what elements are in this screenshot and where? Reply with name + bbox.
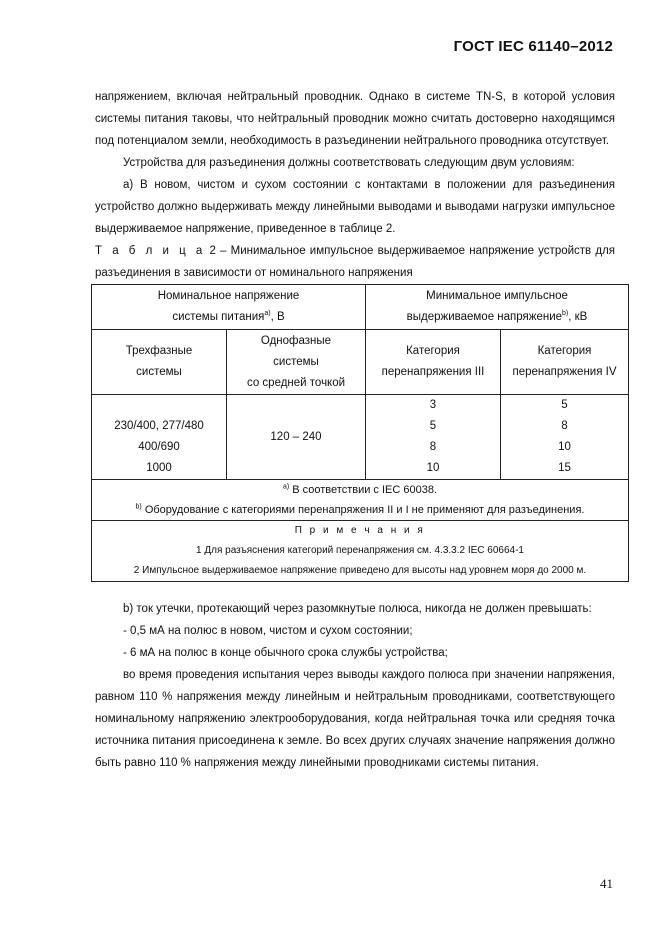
data-category-3-col — [366, 395, 501, 480]
table-cell: 5 — [561, 399, 568, 411]
paragraph-continuation: напряжением, включая нейтральный проводник. Однако в системе TN-S, в которой условия системы питания таковы, что нейтральный проводник можно считать достоверно находящимся под потенциалом земли, необходимость в разъединении нейтрального проводника отсутствует. — [95, 91, 615, 147]
note-1: 1 Для разъяснения категорий перенапряжения см. 4.3.3.2 IEC 60664-1 — [196, 545, 524, 556]
note-2: 2 Импульсное выдерживаемое напряжение приведено для высоты над уровнем моря до 2000 м. — [133, 565, 587, 576]
header-nominal-line2: системы питания — [172, 311, 265, 323]
table-cell: 3 — [429, 399, 437, 411]
table-cell: 10 — [426, 462, 440, 474]
table-cell: 15 — [558, 462, 571, 474]
notes-title: П р и м е ч а н и я — [294, 525, 426, 536]
header-impulse-line1: Минимальное импульсное — [426, 290, 568, 302]
table-notes-row — [92, 521, 629, 582]
footnote-a-mark: a) — [282, 483, 290, 491]
data-single-phase-col — [227, 395, 366, 480]
table-caption-label: Т а б л и ц а — [95, 245, 206, 257]
table-cell: 120 – 240 — [270, 430, 322, 443]
footnote-ref-b: b) — [562, 310, 569, 318]
table-header-row — [92, 285, 629, 330]
table-cell: 10 — [558, 441, 571, 453]
table-notes — [92, 521, 629, 582]
table-footnotes — [92, 480, 629, 521]
footnote-b-mark: b) — [135, 503, 142, 511]
table-caption-text: – Минимальное импульсное выдерживаемое напряжение устройств для разъединения в зависимости от номинального напряжения — [95, 245, 616, 279]
footnote-a — [96, 480, 624, 500]
table-caption-number: 2 — [209, 245, 216, 257]
col-three-phase: Трехфазные системы — [92, 330, 227, 395]
table-cell: 400/690 — [138, 441, 180, 453]
data-three-phase-col — [92, 395, 227, 480]
footnote-ref-a: a) — [264, 310, 271, 318]
table-subheader-row — [92, 330, 629, 395]
paragraph-condition-a: а) В новом, чистом и сухом состоянии с контактами в положении для разъединения устройство должно выдерживать между линейными выводами и выводами нагрузки импульсное выдерживаемое напряжение, приведенное в таблице 2. — [95, 179, 615, 235]
table-cell: 8 — [561, 420, 568, 432]
page-number: 41 — [600, 876, 613, 891]
table-caption — [95, 240, 615, 284]
header-impulse-line2: выдерживаемое напряжение — [406, 311, 563, 323]
table-data-block — [92, 395, 629, 480]
document-body — [95, 86, 615, 774]
paragraph-condition-b: b) ток утечки, протекающий через разомкнутые полюса, никогда не должен превышать: — [123, 603, 592, 615]
header-nominal-line1: Номинальное напряжение — [157, 290, 300, 302]
list-item-2: - 6 мА на полюс в конце обычного срока службы устройства; — [123, 647, 448, 659]
header-nominal-voltage — [92, 285, 366, 330]
col-category-4: Категория перенапряжения IV — [501, 330, 629, 395]
footnote-b-text: Оборудование с категориями перенапряжения II и I не применяют для разъединения. — [141, 504, 585, 516]
table-cell: 5 — [429, 420, 437, 432]
table-footnotes-row — [92, 480, 629, 521]
data-category-4-col — [501, 395, 629, 480]
header-impulse-voltage — [366, 285, 629, 330]
table-cell — [96, 395, 222, 416]
list-item-1: - 0,5 мА на полюс в новом, чистом и сухом состоянии; — [123, 625, 413, 637]
col-category-3: Категория перенапряжения III — [366, 330, 501, 395]
document-header: ГОСТ IEC 61140–2012 — [453, 38, 613, 55]
table-cell: 1000 — [146, 462, 172, 474]
header-nominal-unit: , В — [270, 311, 285, 323]
paragraph-conditions: Устройства для разъединения должны соответствовать следующим двум условиям: — [123, 157, 575, 169]
voltage-table — [91, 284, 629, 582]
table-cell: 230/400, 277/480 — [114, 420, 204, 432]
footnote-b — [96, 500, 624, 520]
footnote-a-text: В соответствии с IEC 60038. — [289, 484, 438, 496]
paragraph-test-conditions: во время проведения испытания через выводы каждого полюса при значении напряжения, равном 110 % напряжения между линейным и нейтральным проводниками, соответствующего номинальному напряжению электрооборудования, когда нейтральная точка или средняя точка источника питания присоединена к земле. Во всех других случаях значение напряжения должно быть равно 110 % напряжения между линейными проводниками системы питания. — [95, 669, 615, 769]
col-single-phase: Однофазные системы со средней точкой — [227, 330, 366, 395]
after-table-block — [95, 598, 615, 774]
header-impulse-unit: , кВ — [568, 311, 588, 323]
table-cell: 8 — [429, 441, 437, 453]
